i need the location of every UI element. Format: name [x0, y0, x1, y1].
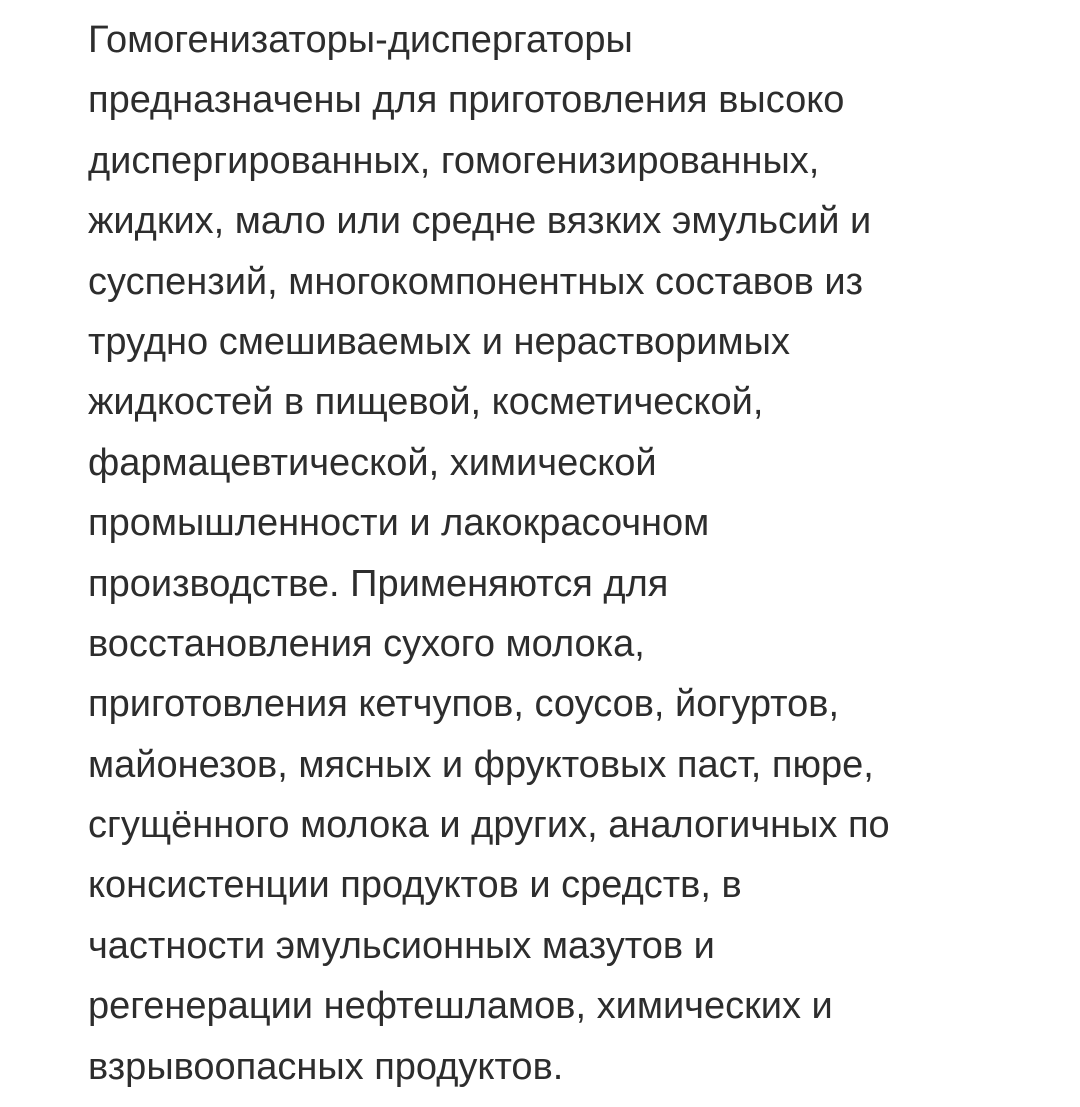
text-line: взрывоопасных продуктов. — [88, 1045, 564, 1088]
text-line: предназначены для приготовления высоко — [88, 79, 845, 122]
text-line: производстве. Применяются для — [88, 562, 669, 605]
text-line: промышленности и лакокрасочном — [88, 502, 710, 545]
text-line: фармацевтической, химической — [88, 441, 657, 484]
text-line: регенерации нефтешламов, химических и — [88, 985, 833, 1028]
text-line: Гомогенизаторы-диспергаторы — [88, 19, 633, 61]
text-line: жидких, мало или средне вязких эмульсий и — [88, 200, 872, 243]
text-line: частности эмульсионных мазутов и — [88, 924, 715, 967]
text-line: майонезов, мясных и фруктовых паст, пюре, — [88, 743, 874, 786]
text-line: сгущённого молока и других, аналогичных по — [88, 804, 890, 847]
article-text — [88, 10, 1068, 1097]
text-line: жидкостей в пищевой, косметической, — [88, 381, 764, 424]
text-line: восстановления сухого молока, — [88, 622, 645, 665]
text-line: приготовления кетчупов, соусов, йогуртов, — [88, 683, 840, 726]
text-line: диспергированных, гомогенизированных, — [88, 139, 820, 182]
text-line: трудно смешиваемых и нерастворимых — [88, 320, 790, 363]
text-line: консистенции продуктов и средств, в — [88, 864, 742, 907]
text-line: суспензий, многокомпонентных составов из — [88, 260, 864, 303]
